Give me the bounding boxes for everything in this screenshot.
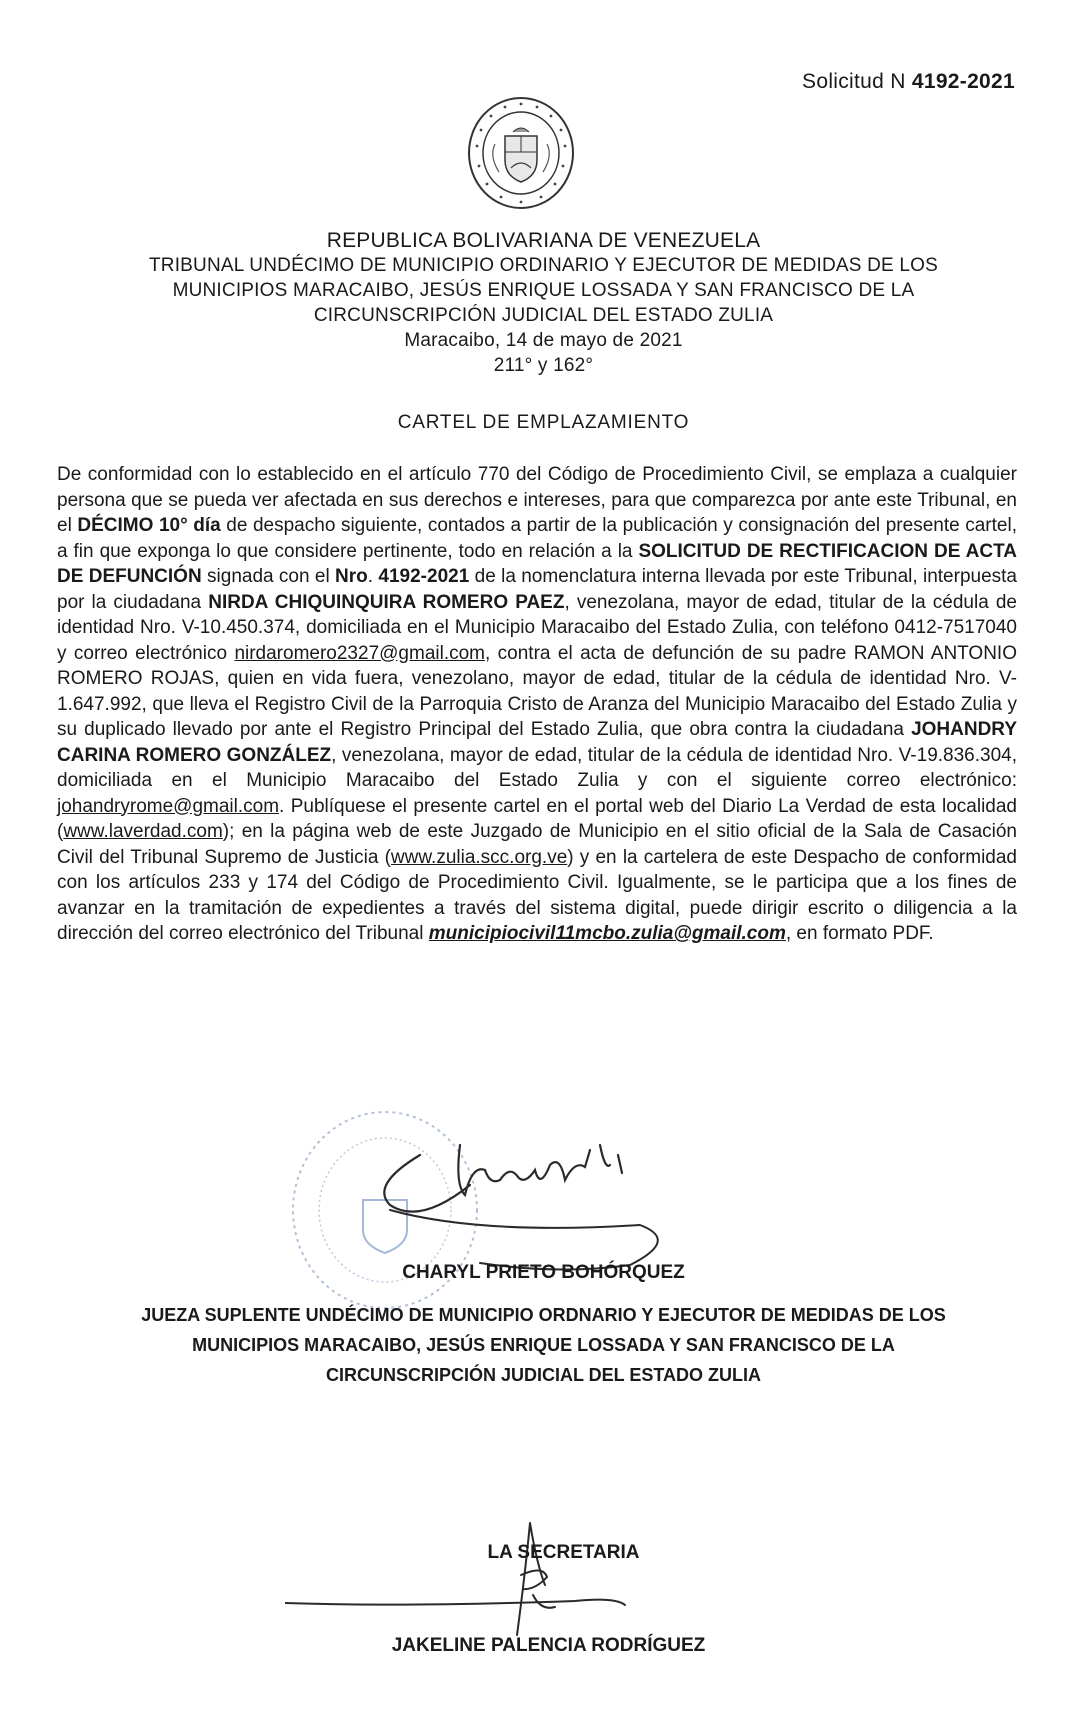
header-tribunal-line1: TRIBUNAL UNDÉCIMO DE MUNICIPIO ORDINARIO Y EJECUTOR DE MEDIDAS DE LOS bbox=[148, 255, 939, 276]
header-republic: REPUBLICA BOLIVARIANA DE VENEZUELA bbox=[326, 229, 761, 252]
judge-signature bbox=[360, 1125, 740, 1275]
judge-title: JUEZA SUPLENTE UNDÉCIMO DE MUNICIPIO ORDNARIO Y EJECUTOR DE MEDIDAS DE LOS MUNICIPIOS MARACAIBO, JESÚS ENRIQUE LOSSADA Y SAN FRANCISCO DE LA CIRCUNSCRIPCIÓN JUDICIAL DEL ESTADO ZULIA bbox=[141, 1305, 946, 1385]
secretary-name: JAKELINE PALENCIA RODRÍGUEZ bbox=[391, 1635, 706, 1656]
web-link-laverdad[interactable]: www.laverdad.com bbox=[63, 821, 223, 842]
header-tribunal-line2: MUNICIPIOS MARACAIBO, JESÚS ENRIQUE LOSSADA Y SAN FRANCISCO DE LA bbox=[172, 280, 915, 301]
solicitud-number: Solicitud N 4192-2021 bbox=[802, 70, 1015, 93]
document-title: CARTEL DE EMPLAZAMIENTO bbox=[397, 412, 690, 433]
email-link-nirda[interactable]: nirdaromero2327@gmail.com bbox=[234, 642, 485, 664]
header-date: Maracaibo, 14 de mayo de 2021 bbox=[404, 330, 683, 351]
email-link-johandry[interactable]: johandryrome@gmail.com bbox=[57, 795, 280, 817]
secretary-label: LA SECRETARIA bbox=[487, 1542, 640, 1563]
coat-of-arms-seal-icon bbox=[465, 94, 577, 212]
body-paragraph: De conformidad con lo establecido en el artículo 770 del Código de Procedimiento Civil, se emplaza a cualquier persona que se pueda ver afectada en sus derechos e intereses, para que comparezca por ante este Tribunal, en el DÉCIMO 10° día de despacho siguiente, contados a partir de la publicación y consignación del presente cartel, a fin que exponga lo que considere pertinente, todo en relación a la SOLICITUD DE RECTIFICACION DE ACTA DE DEFUNCIÓN signada con el Nro. 4192-2021 de la nomenclatura interna llevada por este Tribunal, interpuesta por la ciudadana NIRDA CHIQUINQUIRA ROMERO PAEZ, venezolana, mayor de edad, titular de la cédula de identidad Nro. V-10.450.374, domiciliada en el Municipio Maracaibo del Estado Zulia, con teléfono 0412-7517040 y correo electrónico nirdaromero2327@gmail.com, contra el acta de defunción de su padre RAMON ANTONIO ROMERO ROJAS, quien en vida fuera, venezolano, mayor de edad, titular de la cédula de identidad Nro. V-1.647.992, que lleva el Registro Civil de la Parroquia Cristo de Aranza del Municipio Maracaibo del Estado Zulia y su duplicado llevado por ante el Registro Principal del Estado Zulia, que obra contra la ciudadana JOHANDRY CARINA ROMERO GONZÁLEZ, venezolana, mayor de edad, titular de la cédula de identidad Nro. V-19.836.304, domiciliada en el Municipio Maracaibo del Estado Zulia y con el siguiente correo electrónico: johandryrome@gmail.com. Publíquese el presente cartel en el portal web del Diario La Verdad de esta localidad (www.laverdad.com); en la página web de este Juzgado de Municipio en el sitio oficial de la Sala de Casación Civil del Tribunal Supremo de Justicia (www.zulia.scc.org.ve) y en la cartelera de este Despacho de conformidad con los artículos 233 y 174 del Código de Procedimiento Civil. Igualmente, se le participa que a los fines de avanzar en la tramitación de expedientes a través del sistema digital, puede dirigir escrito o diligencia a la dirección del correo electrónico del Tribunal municipiocivil11mcbo.zulia@gmail.com, en formato PDF. bbox=[57, 464, 1017, 944]
document-header bbox=[80, 228, 1007, 378]
web-link-zulia-scc[interactable]: www.zulia.scc.org.ve bbox=[390, 846, 568, 868]
judge-name: CHARYL PRIETO BOHÓRQUEZ bbox=[402, 1262, 685, 1283]
secretary-signature bbox=[285, 1515, 705, 1645]
email-link-tribunal[interactable]: municipiocivil11mcbo.zulia@gmail.com bbox=[428, 923, 786, 944]
header-tribunal-line3: CIRCUNSCRIPCIÓN JUDICIAL DEL ESTADO ZULIA bbox=[313, 305, 774, 326]
header-years: 211° y 162° bbox=[493, 355, 594, 376]
